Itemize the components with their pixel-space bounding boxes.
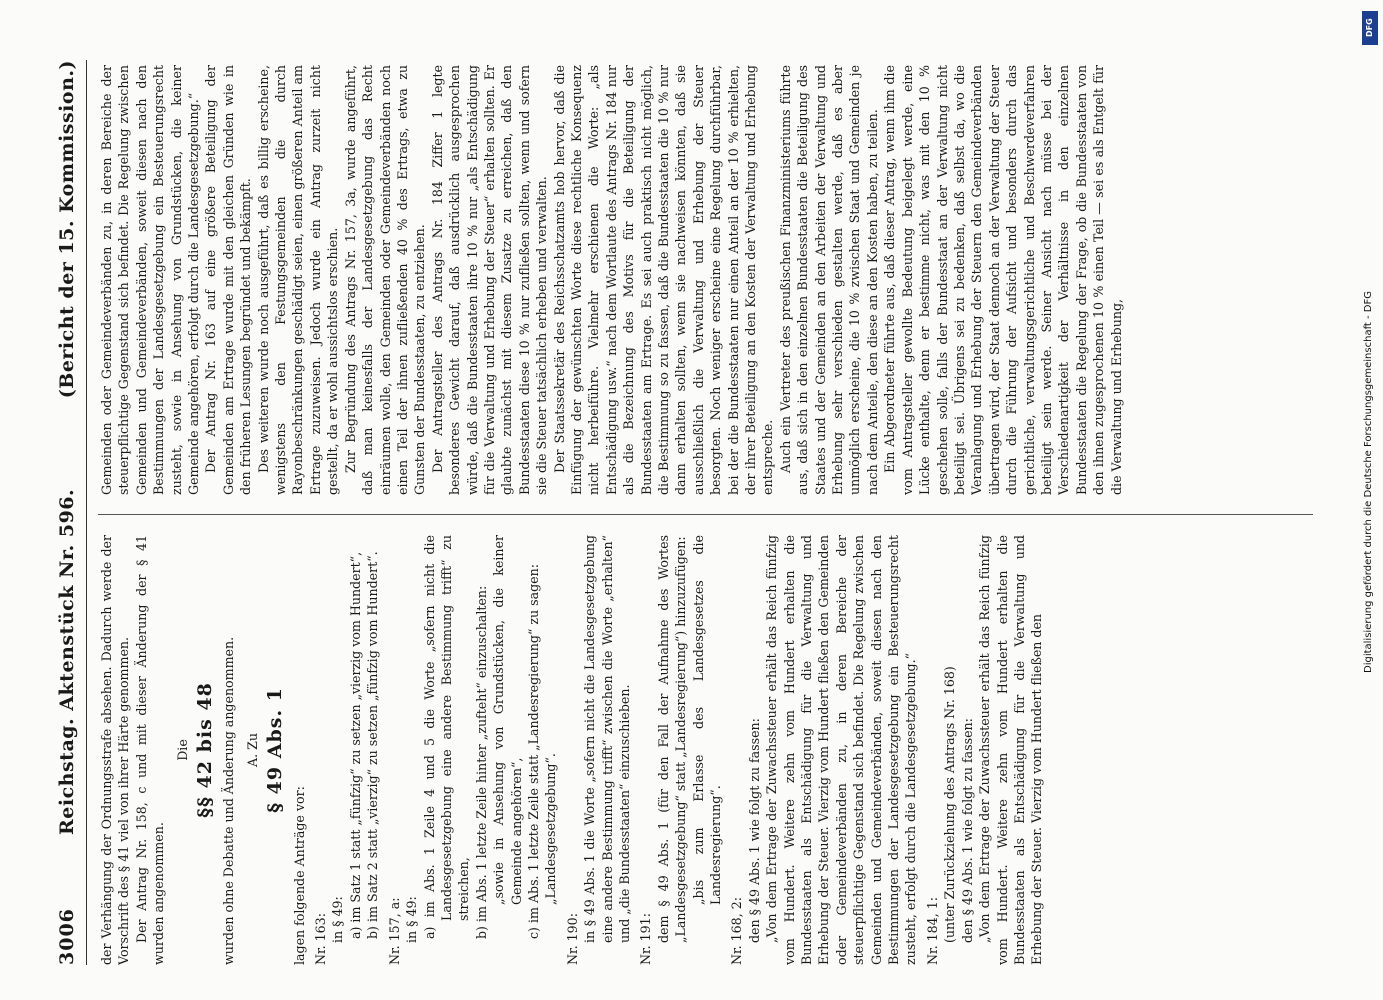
paragraph: A. Zu — [244, 733, 260, 767]
paragraph: a) im Satz 1 statt „fünfzig“ zu setzen „vierzig vom Hundert“, — [347, 551, 363, 939]
paragraph: Die — [174, 739, 190, 761]
dfg-logo: DFG — [1362, 11, 1378, 45]
paragraph: in § 49 Abs. 1 die Worte „sofern nicht die Landesgesetzgebung eine andere Bestimmung trifft“ zwischen die Worte „erhalten“ und „die Bundesstaaten“ einzuschieben. — [582, 535, 632, 943]
paragraph: „Von dem Ertrage der Zuwachssteuer erhält das Reich fünfzig vom Hundert. Weitere zehn vom Hundert erhalten die Bundesstaaten als Entschädigung für die Verwaltung und Erhebung der Steuer. Vierzig vom Hundert fließen den Gemeinden oder Gemeindeverbänden zu, in deren Bereiche der steuerpflichtige Gegenstand sich befindet. Die Regelung zwischen Gemeinden und Gemeindeverbänden, soweit diesen nach den Bestimmungen der Landesgesetzgebung ein Besteuerungsrecht zusteht, erfolgt durch die Landesgesetzgebung.“ — [764, 535, 919, 965]
header-title-left: Reichstag. Aktenstück Nr. 596. — [56, 488, 78, 835]
paragraph: Nr. 168, 2: — [729, 897, 745, 965]
paragraph: Nr. 191: — [638, 913, 654, 965]
paragraph: Des weiteren wurde noch ausgeführt, daß es billig erscheine, wenigstens den Festungsgemeinden die durch Rayonbeschränkungen geschädigt seien, einen größeren Anteil am Ertrage zuzuweisen. Jedoch wurde ein Antrag zurzeit nicht gestellt, da er wohl aussichtslos erschien. — [255, 65, 341, 495]
paragraph: Der Antrag Nr. 158, c und mit dieser Änderung der § 41 wurden angenommen. — [133, 535, 167, 965]
paragraph: Nr. 157, a: — [386, 897, 402, 965]
paragraph: a) im Abs. 1 Zeile 4 und 5 die Worte „sofern nicht die Landesgesetzgebung eine andere Bestimmung trifft“ zu streichen, — [421, 535, 472, 939]
paragraph: lagen folgende Anträge vor: — [291, 786, 307, 965]
paragraph: (unter Zurückziehung des Antrags Nr. 168) — [942, 666, 958, 943]
paragraph: dem § 49 Abs. 1 (für den Fall der Aufnahme des Wortes „Landesgesetzgebung“ statt „Landesregierung“) hinzuzufügen: — [655, 535, 689, 943]
paragraph: den § 49 Abs. 1 wie folgt zu fassen: — [746, 718, 762, 943]
paragraph: c) im Abs. 1 letzte Zeile statt „Landesregierung“ zu sagen: — [525, 564, 541, 939]
header-title-right: (Bericht der 15. Kommission.) — [56, 60, 78, 399]
paragraph: Gemeinden oder Gemeindeverbänden zu, in deren Bereiche der steuerpflichtige Gegenstand sich befindet. Die Regelung zwischen Gemeinden und Gemeindeverbänden, soweit diesen nach den Bestimmungen der Landesgesetzgebung ein Besteuerungsrecht zusteht, sowie in Ansehung von Grundstücken, die keiner Gemeinde angehören, erfolgt durch die Landesgesetzgebung.“ — [99, 65, 202, 495]
page-number: 3006 — [56, 908, 78, 965]
paragraph: der Verhängung der Ordnungsstrafe absehen. Dadurch werde der Vorschrift des § 41 viel von ihrer Härte genommen. — [99, 535, 132, 965]
page-header — [50, 60, 90, 965]
paragraph: Auch ein Vertreter des preußischen Finanzministeriums führte aus, daß sich in den einzelnen Bundesstaaten die Beteiligung des Staates und der Gemeinden an den Arbeiten der Verwaltung und Erhebung sehr verschieden gestalten werde, daß es aber unmöglich erscheine, die 10 % zwischen Staat und Gemeinden je nach dem Anteile, den diese an den Kosten haben, zu teilen. — [777, 65, 880, 495]
paragraph: Nr. 184, 1: — [924, 897, 940, 965]
column-divider — [98, 514, 1313, 515]
digitization-credit: Digitalisierung gefördert durch die Deutsche Forschungsgemeinschaft - DFG — [1363, 290, 1374, 673]
paragraph: b) im Satz 2 statt „vierzig“ zu setzen „fünfzig vom Hundert“. — [365, 551, 381, 939]
paragraph: „sowie in Ansehung von Grundstücken, die keiner Gemeinde angehören“, — [491, 535, 524, 905]
paragraph: b) im Abs. 1 letzte Zeile hinter „zufteht“ einzuschalten: — [473, 585, 489, 939]
paragraph: „bis zum Erlasse des Landesgesetzes die Landesregierung“. — [690, 535, 723, 905]
header-rule — [86, 60, 87, 965]
paragraph: wurden ohne Debatte und Änderung angenommen. — [221, 636, 237, 965]
paragraph: Der Antrag Nr. 163 auf eine größere Beteiligung der Gemeinden am Ertrage wurde mit den gleichen Gründen wie in den früheren Lesungen begründet und bekämpft. — [203, 65, 254, 495]
paragraph: § 49 Abs. 1 — [264, 687, 287, 813]
paragraph: Der Antragsteller des Antrags Nr. 184 Ziffer 1 legte besonderes Gewicht darauf, daß ausdrücklich ausgesprochen würde, daß die Bundesstaaten ihre 10 % nur „als Entschädigung für die Verwaltung und Erhebung der Steuer“ erhalten sollten. Er glaubte zunächst mit diesem Zusatze zu erreichen, daß den Bundesstaaten diese 10 % nur zufließen sollten, wenn und sofern sie die Steuer tatsächlich erheben und verwalten. — [429, 65, 550, 495]
paragraph: „Von dem Ertrage der Zuwachssteuer erhält das Reich fünfzig vom Hundert. Weitere zehn vom Hundert erhalten die Bundesstaaten als Entschädigung für die Verwaltung und Erhebung der Steuer. Vierzig vom Hundert fließen den — [977, 535, 1045, 965]
paragraph: in § 49: — [404, 896, 420, 943]
paragraph: §§ 42 bis 48 — [194, 682, 217, 818]
paragraph: Der Staatssekretär des Reichsschatzamts hob hervor, daß die Einfügung der gewünschten Worte diese rechtliche Konsequenz nicht herbeiführe. Vielmehr erschienen die Worte: „als Entschädigung usw.“ nach dem Wortlaute des Antrags Nr. 184 nur als die Bezeichnung des Motivs für die Beteiligung der Bundesstaaten am Ertrage. Es sei auch praktisch nicht möglich, die Bestimmung so zu fassen, daß die Bundesstaaten die 10 % nur dann erhalten sollten, wenn sie nachweisen könnten, daß sie ausschließlich die Verwaltung und Erhebung der Steuer besorgten. Noch weniger erscheine eine Regelung durchführbar, bei der die Bundesstaaten nur einen Anteil an der 10 % erhielten, der ihrer Beteiligung an den Kosten der Verwaltung und Erhebung entspreche. — [551, 65, 776, 495]
paragraph: den § 49 Abs. 1 wie folgt zu fassen: — [959, 718, 975, 943]
left-column — [98, 535, 1313, 965]
paragraph: Ein Abgeordneter führte aus, daß dieser Antrag, wenn ihm die vom Antragsteller gewollte Bedeutung beigelegt werde, eine Lücke enthalte, denn er bestimme nicht, was mit den 10 % geschehen solle, falls der Bundesstaat an der Verwaltung nicht beteiligt sei. Übrigens sei zu bedenken, daß selbst da, wo die Veranlagung und Erhebung der Steuern den Gemeindeverbänden übertragen wird, der Staat dennoch an der Verwaltung der Steuer durch die Führung der Aufsicht und besonders durch das gerichtliche, verwaltungsgerichtliche und Beschwerdeverfahren beteiligt sein werde. Seiner Ansicht nach müsse bei der Verschiedenartigkeit der Verhältnisse in den einzelnen Bundesstaaten die Regelung der Frage, ob die Bundesstaaten von den ihnen zugesprochenen 10 % einen Teil — sei es als Entgelt für die Verwaltung und Erhebung, — [882, 65, 1124, 495]
paragraph: Nr. 163: — [313, 913, 329, 965]
paragraph: in § 49: — [330, 896, 346, 943]
paragraph: „Landesgesetzgebung“. — [543, 753, 559, 905]
paragraph: Zur Begründung des Antrags Nr. 157, 3a, wurde angeführt, daß man keinesfalls der Landesgesetzgebung das Recht einräumen wolle, den Gemeinden oder Gemeindeverbänden noch einen Teil der ihnen zufließenden 40 % des Ertrags, etwa zu Gunsten der Bundesstaaten, zu entziehen. — [342, 65, 428, 495]
document-page — [50, 60, 1320, 965]
paragraph: Nr. 190: — [564, 913, 580, 965]
digitization-credit-bar — [1360, 5, 1380, 995]
right-column — [98, 65, 1313, 495]
